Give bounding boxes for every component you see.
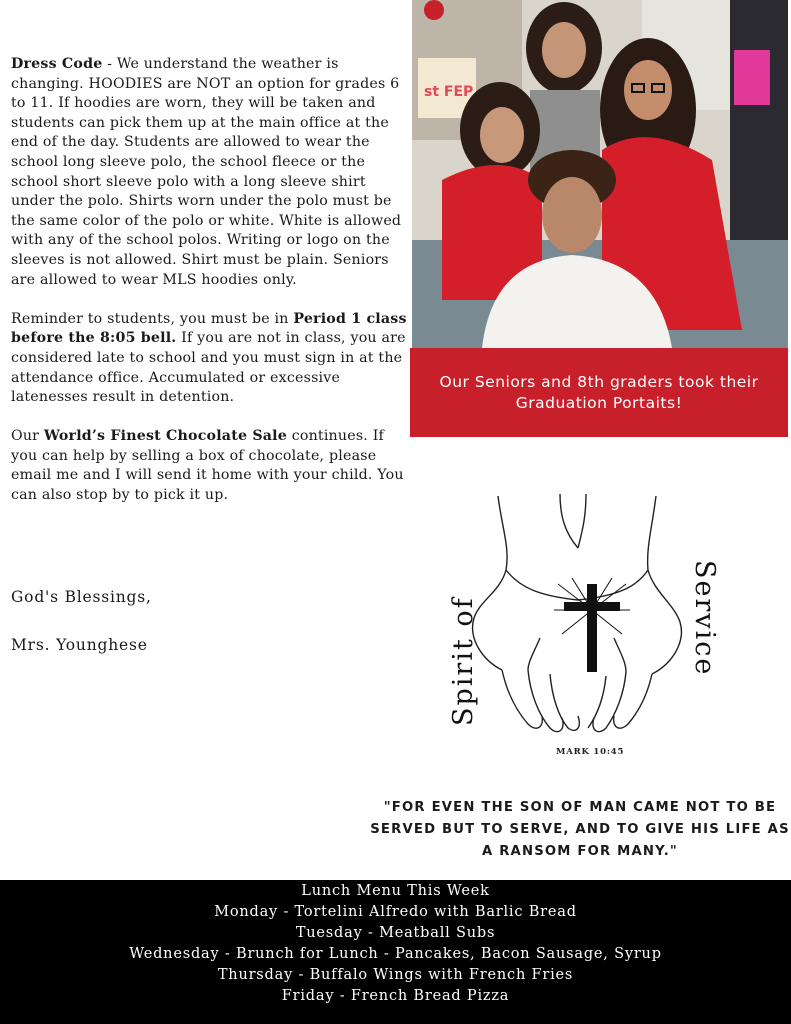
lunch-menu-monday: Monday - Tortelini Alfredo with Barlic Bread [214, 904, 577, 920]
spirit-of-service-logo [410, 488, 744, 768]
lunch-menu [0, 880, 791, 1024]
photo-caption: Our Seniors and 8th graders took their Graduation Portaits! [439, 372, 759, 412]
dress-code-text: - We understand the weather is changing. HOODIES are NOT an option for grades 6 to 11. If hoodies are worn, they will be taken and students can pick them up at the main office at the end of the day. Students are allowed to wear the school long sleeve polo, the school fleece or the school short sleeve polo with a long sleeve shirt under the polo. Shirts worn under the polo must be the same color of the polo or white. White is allowed with any of the school polos. Writing or logo on the sleeves is not allowed. Shirt must be plain. Seniors are allowed to wear MLS hoodies only. [11, 56, 402, 288]
dress-code-heading: Dress Code [11, 56, 103, 72]
photo-caption-box [410, 348, 788, 437]
open-hands-icon [473, 494, 682, 732]
left-column [11, 55, 407, 525]
bible-quote: "FOR EVEN THE SON OF MAN CAME NOT TO BE SERVED BUT TO SERVE, AND TO GIVE HIS LIFE AS A RANSOM FOR MANY." [370, 800, 790, 859]
chocolate-paragraph [11, 427, 407, 505]
lunch-menu-friday: Friday - French Bread Pizza [281, 988, 510, 1004]
dress-code-paragraph [11, 55, 407, 290]
lunch-menu-tuesday: Tuesday - Meatball Subs [295, 925, 496, 941]
closing [11, 585, 152, 681]
logo-left-text: Spirit of [448, 596, 479, 726]
salutation: God's Blessings, [11, 588, 152, 606]
reminder-intro: Reminder to students, you must be in [11, 310, 294, 327]
logo-reference: MARK 10:45 [556, 747, 625, 757]
graduation-photo [412, 0, 788, 348]
lunch-menu-thursday: Thursday - Buffalo Wings with French Fries [217, 967, 574, 983]
signature: Mrs. Younghese [11, 636, 148, 654]
chocolate-text: continues. If you can help by selling a box of chocolate, please email me and I will send it home with your child. You can also stop by to pick it up. [11, 428, 404, 504]
chocolate-bold: World’s Finest Chocolate Sale [43, 428, 287, 445]
reminder-text: If you are not in class, you are considered late to school and you must sign in at the attendance office. Accumulated or excessive latenesses result in detention. [11, 330, 406, 406]
reminder-paragraph [11, 310, 407, 408]
logo-right-text: Service [689, 560, 720, 677]
classroom-poster-text: st FEP [424, 84, 474, 100]
reminder-bold: Period 1 class before the 8:05 bell. [11, 310, 407, 347]
chocolate-intro: Our [11, 428, 44, 445]
lunch-menu-wednesday: Wednesday - Brunch for Lunch - Pancakes, Bacon Sausage, Syrup [129, 946, 662, 962]
lunch-menu-title: Lunch Menu This Week [301, 883, 490, 899]
